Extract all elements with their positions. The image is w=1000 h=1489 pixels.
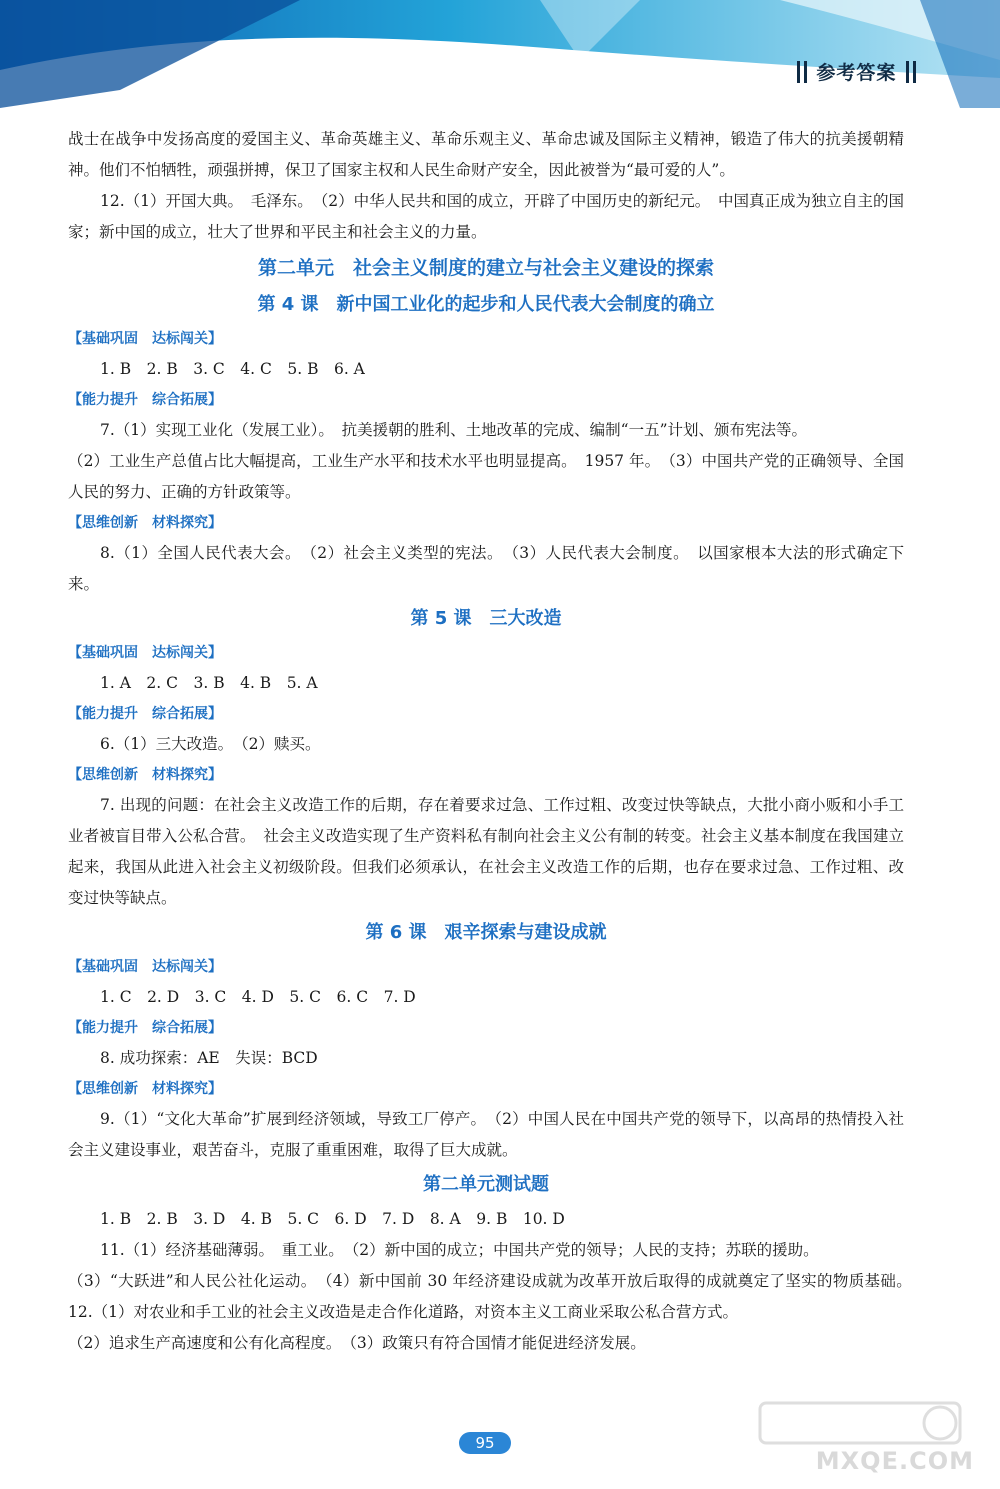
section-tag-basic: 【基础巩固 达标闯关】 xyxy=(68,331,222,347)
lesson6-title: 第 6 课 艰辛探索与建设成就 xyxy=(365,922,607,943)
q12-answer-cont: （2）追求生产高速度和公有化高程度。 （3）政策只有符合国情才能促进经济发展。 xyxy=(68,1334,646,1352)
header-bar-icon xyxy=(797,61,800,83)
header-banner xyxy=(0,0,1000,108)
q12-answer: 12.（1）开国大典。 毛泽东。 （2）中华人民共和国的成立，开辟了中国历史的新纪元。 中国真正成为独立自主的国家；新中国的成立，壮大了世界和平民主和社会主义的力量。 xyxy=(68,192,904,241)
section-tag-thinking: 【思维创新 材料探究】 xyxy=(68,1081,222,1097)
q11-q12-answer: （3）“大跃进”和人民公社化运动。 （4）新中国前 30 年经济建设成就为改革开放后取得的成就奠定了坚实的物质基础。 12.（1）对农业和手工业的社会主义改造是走合作化道路，对资本主义工商业采取公私合营方式。 xyxy=(68,1272,920,1321)
q7-answer: 7. 出现的问题：在社会主义改造工作的后期，存在着要求过急、工作过粗、改变过快等缺点，大批小商小贩和小手工业者被盲目带入公私合营。 社会主义改造实现了生产资料私有制向社会主义公有制的转变。社会主义基本制度在我国建立起来，我国从此进入社会主义初级阶段。但我们必须承认，在社会主义改造工作的后期，也存在要求过急、工作过粗、改变过快等缺点。 xyxy=(68,796,904,907)
section-tag-basic: 【基础巩固 达标闯关】 xyxy=(68,959,222,975)
header-title: 参考答案 xyxy=(816,62,897,84)
q9-answer: 9.（1）“文化大革命”扩展到经济领域，导致工厂停产。 （2）中国人民在中国共产党的领导下，以高昂的热情投入社会主义建设事业，艰苦奋斗，克服了重重困难，取得了巨大成就。 xyxy=(68,1110,904,1159)
q11-answer: 11.（1）经济基础薄弱。 重工业。 （2）新中国的成立；中国共产党的领导；人民的支持；苏联的援助。 xyxy=(100,1241,819,1259)
q6-answer: 6.（1）三大改造。 （2）赎买。 xyxy=(100,735,321,753)
section-tag-basic: 【基础巩固 达标闯关】 xyxy=(68,645,222,661)
unit-test-title: 第二单元测试题 xyxy=(423,1174,549,1195)
q8-answer: 8. 成功探索：AE 失误：BCD xyxy=(100,1049,318,1067)
section-tag-ability: 【能力提升 综合拓展】 xyxy=(68,706,222,722)
banner-background xyxy=(0,0,1000,108)
section-tag-thinking: 【思维创新 材料探究】 xyxy=(68,767,222,783)
page-number: 95 xyxy=(459,1432,511,1454)
watermark xyxy=(740,1399,980,1479)
header-bar-icon xyxy=(804,61,807,83)
intro-paragraph: 战士在战争中发扬高度的爱国主义、革命英雄主义、革命乐观主义、革命忠诚及国际主义精神，锻造了伟大的抗美援朝精神。他们不怕牺牲，顽强拼搏，保卫了国家主权和人民生命财产安全，因此被誉为“最可爱的人”。 xyxy=(68,130,904,179)
q7-answer: 7.（1）实现工业化（发展工业）。 抗美援朝的胜利、土地改革的完成、编制“一五”计划、颁布宪法等。 xyxy=(100,421,808,439)
choice-answers: 1. B 2. B 3. C 4. C 5. B 6. A xyxy=(100,360,365,378)
answer-content xyxy=(68,124,920,1359)
q7-answer-cont: （2）工业生产总值占比大幅提高，工业生产水平和技术水平也明显提高。 1957 年。 （3）中国共产党的正确领导、全国人民的努力、正确的方针政策等。 xyxy=(68,452,904,501)
choice-answers: 1. B 2. B 3. D 4. B 5. C 6. D 7. D 8. A 9. B 10. D xyxy=(100,1210,565,1228)
lesson4-title: 第 4 课 新中国工业化的起步和人民代表大会制度的确立 xyxy=(257,294,715,315)
header-bar-icon xyxy=(913,61,916,83)
section-tag-thinking: 【思维创新 材料探究】 xyxy=(68,515,222,531)
watermark-text: MXQE.COM xyxy=(815,1447,974,1475)
section-tag-ability: 【能力提升 综合拓展】 xyxy=(68,392,222,408)
unit-title: 第二单元 社会主义制度的建立与社会主义建设的探索 xyxy=(257,257,714,279)
section-tag-ability: 【能力提升 综合拓展】 xyxy=(68,1020,222,1036)
header-bar-icon xyxy=(906,61,909,83)
choice-answers: 1. A 2. C 3. B 4. B 5. A xyxy=(100,674,318,692)
choice-answers: 1. C 2. D 3. C 4. D 5. C 6. C 7. D xyxy=(100,988,416,1006)
q8-answer: 8.（1）全国人民代表大会。 （2）社会主义类型的宪法。 （3）人民代表大会制度。 以国家根本大法的形式确定下来。 xyxy=(68,544,904,593)
lesson5-title: 第 5 课 三大改造 xyxy=(410,608,562,629)
answer-key-header xyxy=(795,58,918,85)
